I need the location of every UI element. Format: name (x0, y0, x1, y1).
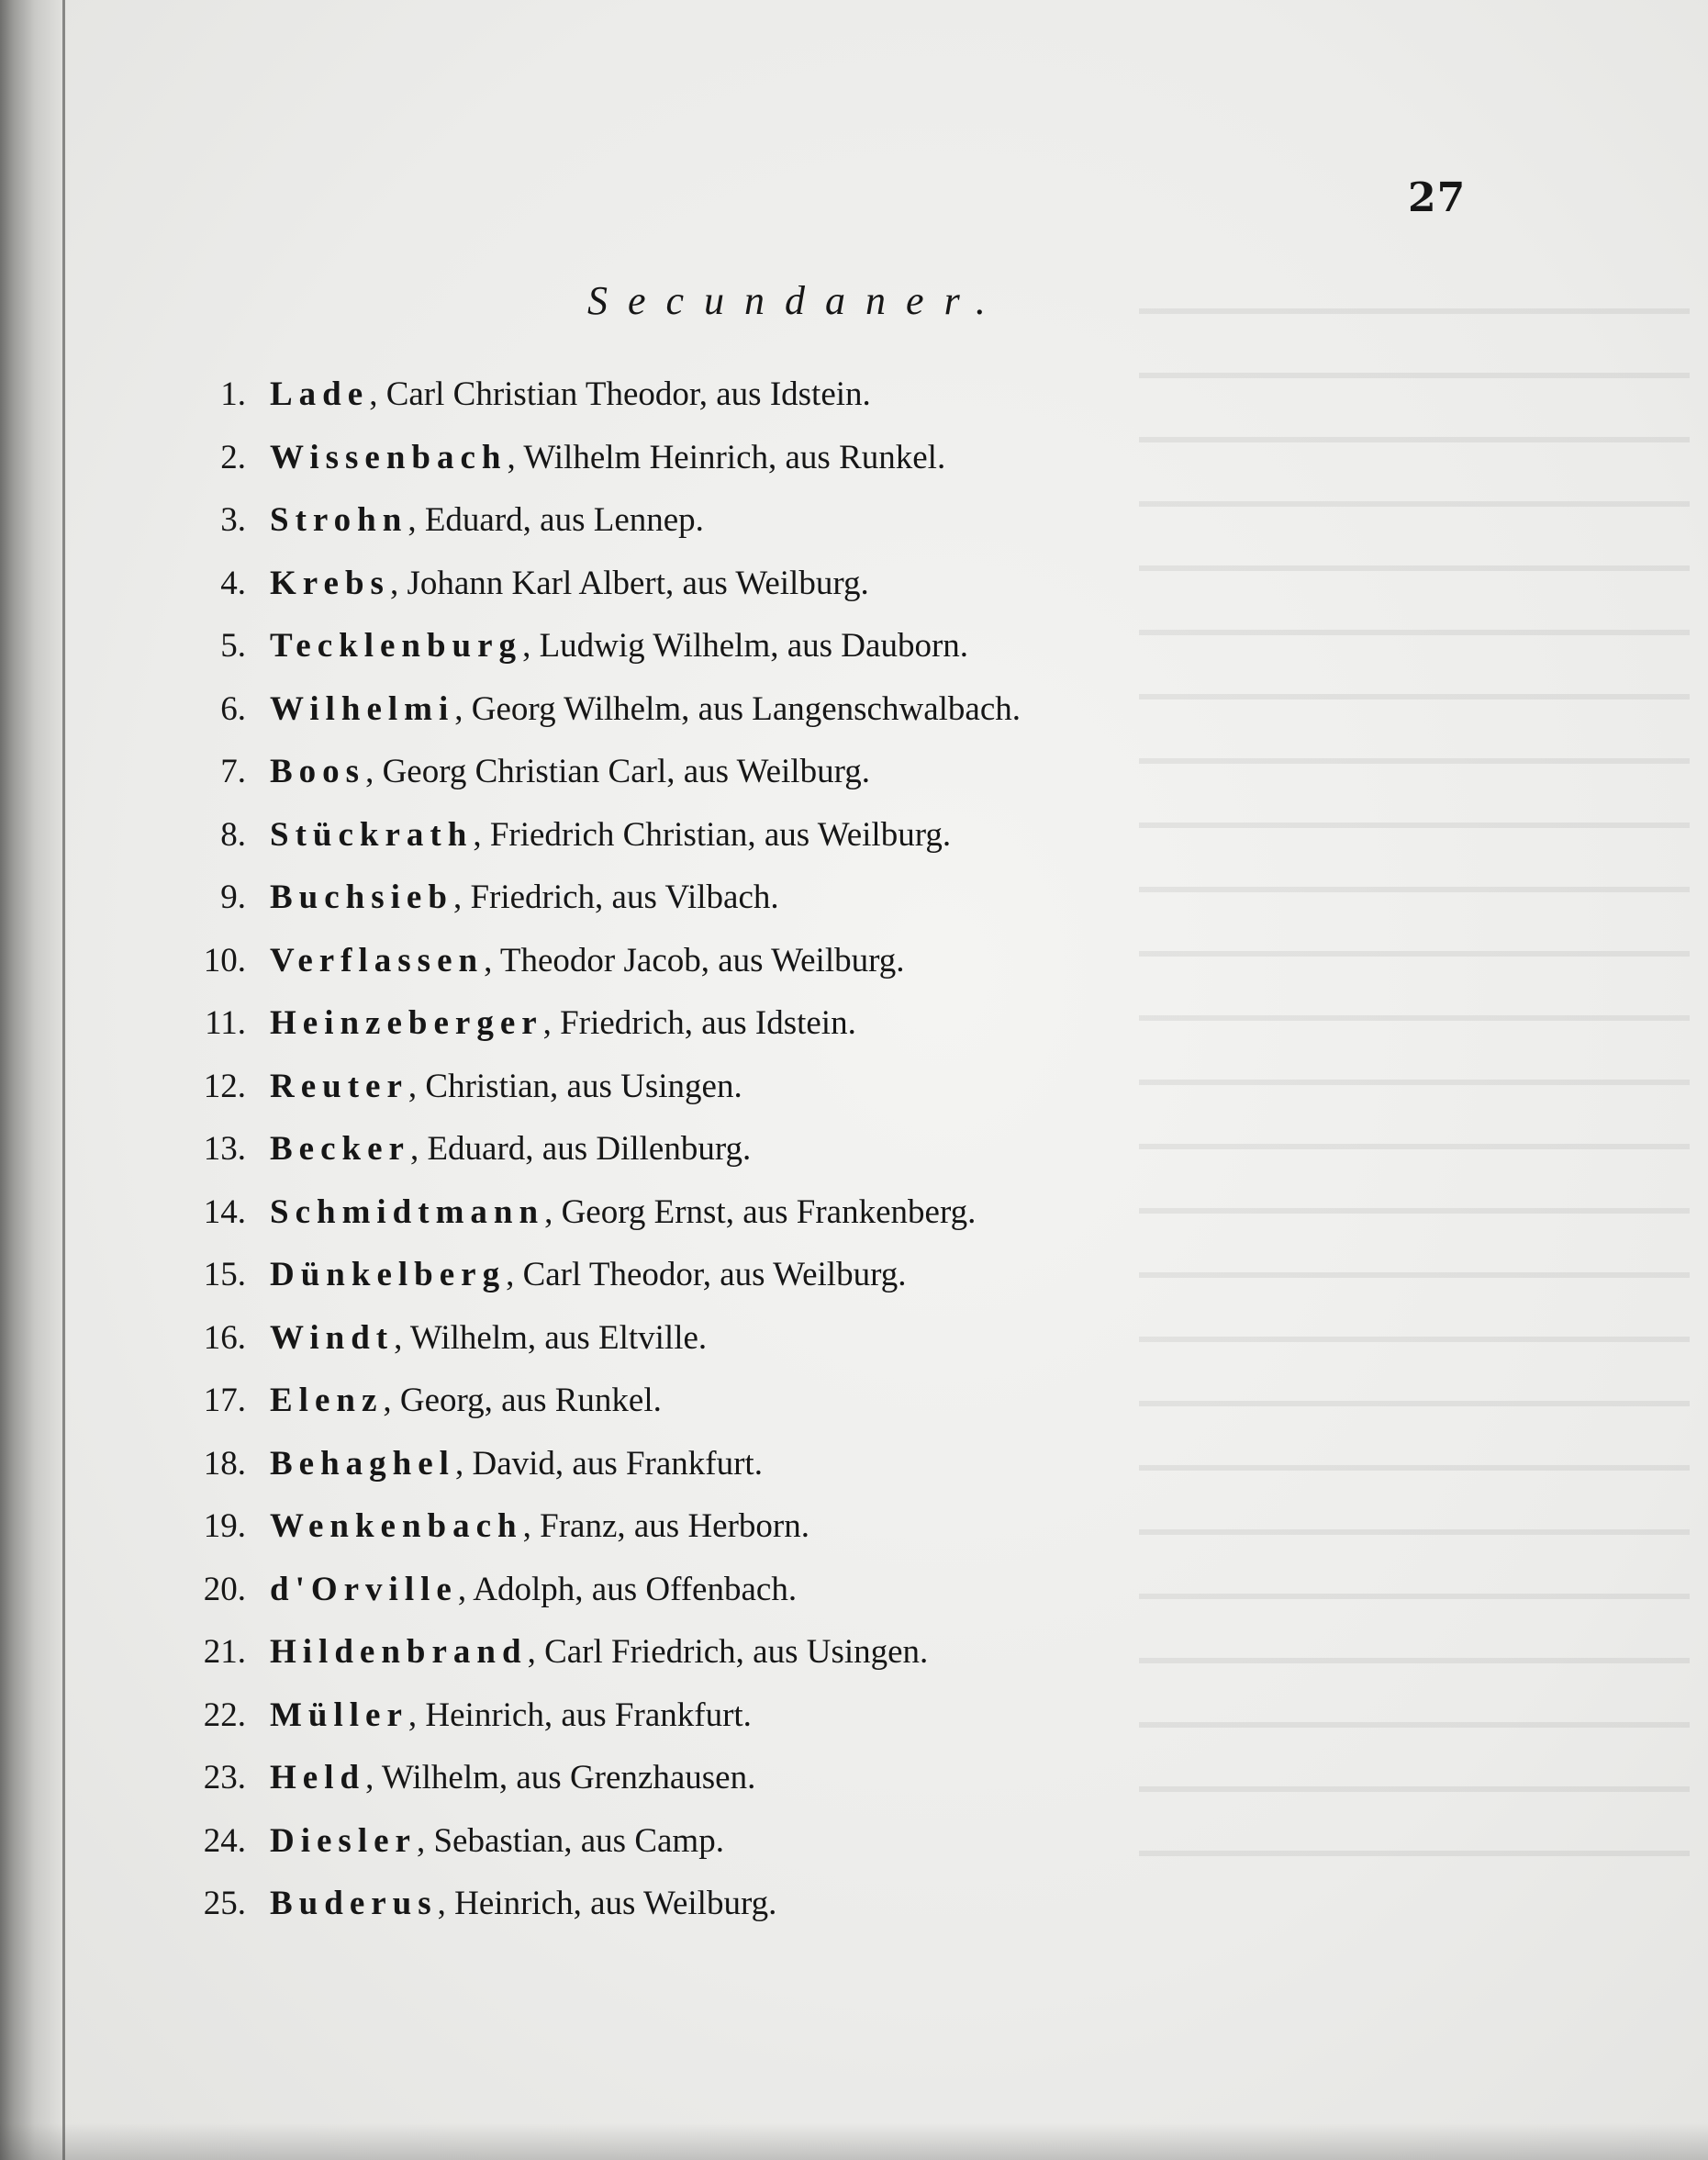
list-item (174, 1884, 1312, 1947)
entry-surname: Reuter (270, 1067, 408, 1105)
entry-details: , Georg Ernst, aus Frankenberg. (544, 1192, 977, 1231)
entry-surname: Lade (270, 375, 370, 413)
entry-surname: Krebs (270, 564, 390, 602)
entry-details: , Eduard, aus Lennep. (407, 501, 704, 539)
list-item (174, 1696, 1312, 1759)
list-item (174, 375, 1312, 438)
entry-surname: Boos (270, 753, 366, 790)
list-item (174, 1444, 1312, 1507)
entry-surname: Tecklenburg (270, 627, 523, 665)
entry-details: , Wilhelm Heinrich, aus Runkel. (507, 438, 946, 476)
entry-surname: d'Orville (270, 1570, 458, 1608)
entry-details: , Christian, aus Usingen. (407, 1067, 742, 1105)
entry-details: , Sebastian, aus Camp. (416, 1821, 724, 1860)
student-list (174, 375, 1312, 1947)
entry-number: 10. (203, 941, 246, 979)
entry-surname: Behaghel (270, 1444, 455, 1483)
entry-number: 1. (220, 375, 246, 413)
entry-surname: Elenz (270, 1382, 384, 1419)
entry-number: 2. (220, 438, 246, 476)
entry-surname: Heinzeberger (270, 1004, 543, 1042)
list-item (174, 878, 1312, 941)
entry-details: , Carl Christian Theodor, aus Idstein. (369, 375, 871, 413)
entry-details: , Heinrich, aus Weilburg. (437, 1885, 777, 1922)
entry-details: , Ludwig Wilhelm, aus Dauborn. (522, 627, 969, 665)
entry-surname: Schmidtmann (270, 1192, 545, 1231)
entry-details: , Eduard, aus Dillenburg. (409, 1130, 752, 1168)
entry-surname: Verflassen (270, 941, 485, 979)
entry-number: 11. (205, 1004, 246, 1042)
entry-number: 20. (203, 1570, 246, 1608)
entry-number: 8. (220, 815, 246, 854)
list-item (174, 1570, 1312, 1633)
list-item (174, 1003, 1312, 1067)
entry-surname: Dünkelberg (270, 1256, 507, 1293)
entry-details: , Johann Karl Albert, aus Weilburg. (389, 564, 869, 602)
entry-number: 17. (203, 1382, 246, 1419)
list-item (174, 1381, 1312, 1444)
list-item (174, 438, 1312, 501)
entry-details: , Theodor Jacob, aus Weilburg. (484, 941, 905, 979)
list-item (174, 1192, 1312, 1256)
list-item (174, 1506, 1312, 1570)
entry-number: 6. (220, 689, 246, 728)
entry-number: 15. (203, 1256, 246, 1293)
entry-details: , Friedrich Christian, aus Weilburg. (473, 815, 952, 854)
entry-details: , Adolph, aus Offenbach. (457, 1570, 798, 1608)
bottom-shadow (0, 2123, 1708, 2160)
entry-number: 18. (203, 1444, 246, 1483)
entry-details: , Wilhelm, aus Grenzhausen. (365, 1759, 756, 1796)
entry-number: 23. (203, 1759, 246, 1796)
list-item (174, 1632, 1312, 1696)
entry-number: 19. (203, 1507, 246, 1545)
entry-surname: Buderus (270, 1885, 438, 1922)
entry-number: 5. (220, 627, 246, 665)
entry-surname: Hildenbrand (270, 1633, 528, 1671)
entry-details: , Carl Theodor, aus Weilburg. (506, 1256, 907, 1293)
entry-details: , Georg Wilhelm, aus Langenschwalbach. (454, 689, 1021, 728)
binding-shadow-line (62, 0, 65, 2160)
entry-details: , Heinrich, aus Frankfurt. (407, 1696, 752, 1734)
entry-details: , Friedrich, aus Idstein. (542, 1004, 856, 1042)
entry-number: 13. (203, 1130, 246, 1168)
entry-details: , David, aus Frankfurt. (454, 1444, 763, 1483)
list-item (174, 564, 1312, 627)
entry-details: , Wilhelm, aus Eltville. (394, 1318, 708, 1357)
entry-number: 21. (203, 1633, 246, 1671)
entry-number: 9. (220, 879, 246, 916)
entry-surname: Windt (270, 1318, 395, 1357)
list-item (174, 1758, 1312, 1821)
section-title: Secundaner. (587, 278, 1006, 323)
list-item (174, 1821, 1312, 1885)
entry-number: 24. (203, 1821, 246, 1860)
entry-surname: Wenkenbach (270, 1507, 523, 1545)
entry-number: 12. (203, 1067, 246, 1105)
list-item (174, 1129, 1312, 1192)
entry-surname: Held (270, 1759, 366, 1796)
entry-surname: Diesler (270, 1821, 417, 1860)
entry-number: 16. (203, 1318, 246, 1357)
list-item (174, 626, 1312, 689)
page-binding-edge (0, 0, 66, 2160)
entry-details: , Carl Friedrich, aus Usingen. (527, 1633, 929, 1671)
entry-number: 4. (220, 564, 246, 602)
list-item (174, 1067, 1312, 1130)
entry-surname: Becker (270, 1130, 410, 1168)
list-item (174, 500, 1312, 564)
entry-number: 14. (203, 1192, 246, 1231)
entry-details: , Franz, aus Herborn. (522, 1507, 809, 1545)
list-item (174, 1318, 1312, 1382)
entry-number: 7. (220, 753, 246, 790)
list-item (174, 689, 1312, 753)
entry-details: , Friedrich, aus Vilbach. (452, 879, 779, 916)
list-item (174, 752, 1312, 815)
list-item (174, 941, 1312, 1004)
entry-surname: Wissenbach (270, 438, 508, 476)
entry-surname: Wilhelmi (270, 689, 455, 728)
entry-number: 3. (220, 501, 246, 539)
entry-details: , Georg, aus Runkel. (383, 1382, 662, 1419)
list-item (174, 815, 1312, 879)
entry-surname: Müller (270, 1696, 408, 1734)
entry-surname: Strohn (270, 501, 408, 539)
entry-surname: Buchsieb (270, 879, 453, 916)
entry-number: 22. (203, 1696, 246, 1734)
entry-number: 25. (203, 1885, 246, 1922)
entry-details: , Georg Christian Carl, aus Weilburg. (365, 753, 870, 790)
entry-surname: Stückrath (270, 815, 474, 854)
list-item (174, 1255, 1312, 1318)
page-number: 27 (1408, 174, 1467, 221)
